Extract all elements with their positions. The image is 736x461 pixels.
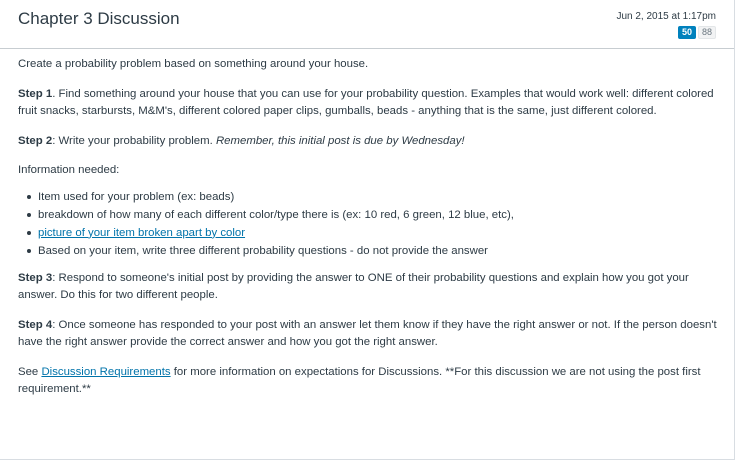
post-date: Jun 2, 2015 at 1:17pm [616,11,716,22]
step3-paragraph [18,270,720,305]
post-meta [616,10,716,39]
intro-paragraph: Create a probability problem based on something around your house. [18,58,369,70]
step3-label: Step 3 [18,271,53,284]
list-item [38,224,720,242]
discussion-body [18,56,720,411]
footer-suffix: for more information on expectations for Discussions. **For this discussion we are not using the post first requirement.** [18,365,701,395]
step2-deadline-note: Remember, this initial post is due by Wednesday! [215,134,465,147]
footer-prefix: See [18,365,42,378]
discussion-title: Chapter 3 Discussion [18,9,180,28]
footer-paragraph [18,364,720,399]
discussion-requirements-link[interactable]: Discussion Requirements [41,365,171,378]
step1-text: . Find something around your house that you can use for your probability question. Examples that would work well: different colored fruit snacks, starbursts, M&M's, different colored paper clips, gumballs, beads - anything that is the same, just different colored. [18,87,714,117]
list-item: breakdown of how many of each different color/type there is (ex: 10 red, 6 green, 12 blue, etc), [38,206,720,224]
total-replies-badge: 88 [698,26,716,39]
step2-text: : Write your probability problem. [52,134,216,147]
step4-paragraph [18,317,720,352]
step4-label: Step 4 [18,318,53,331]
info-needed-label: Information needed: [18,164,120,176]
step2-paragraph [18,133,720,151]
list-item: Based on your item, write three different probability questions - do not provide the answer [38,242,720,260]
discussion-header [0,0,734,49]
step4-text: : Once someone has responded to your post with an answer let them know if they have the right answer or not. If the person doesn't have the right answer provide the correct answer and how you got the right answer. [18,318,717,348]
info-list [18,188,720,260]
picture-link[interactable]: picture of your item broken apart by color [38,226,246,239]
reply-counts [616,26,716,39]
step1-paragraph [18,86,720,121]
step1-label: Step 1 [18,87,53,100]
list-item: Item used for your problem (ex: beads) [38,188,720,206]
step2-label: Step 2 [18,134,53,147]
unread-count-badge[interactable]: 50 [678,26,696,39]
step3-text: : Respond to someone's initial post by providing the answer to ONE of their probability questions and explain how you got your answer. Do this for two different people. [18,271,689,301]
